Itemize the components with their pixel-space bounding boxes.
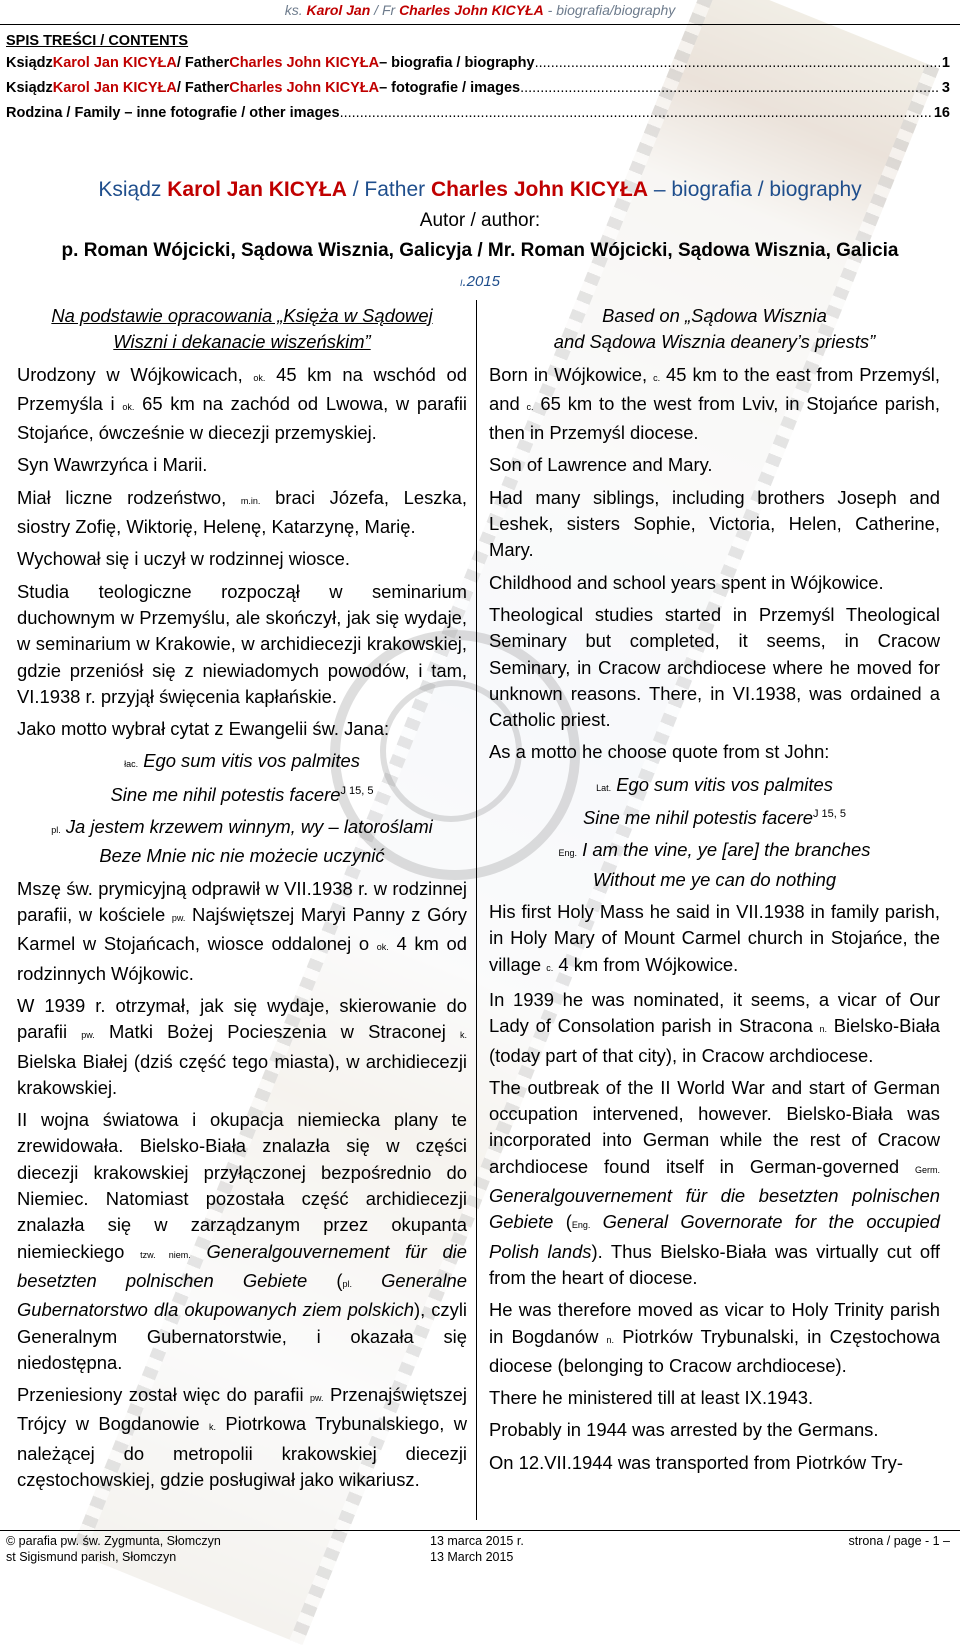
paragraph-1939-en: In 1939 he was nominated, it seems, a vicar of Our Lady of Consolation parish in Stracona n. Bielsko-Biała (today part of that city), in Cracow archdiocese. xyxy=(489,988,940,1066)
motto-latin-en: Lat. Ego sum vitis vos palmites Sine me nihil potestis facere$^{J 15, 5}$ xyxy=(582,773,847,829)
toc-page-number: 3 xyxy=(941,80,950,96)
footer-date: 13 marca 2015 r. 13 March 2015 xyxy=(430,1534,524,1564)
paragraph-transfer-en: He was therefore moved as vicar to Holy Trinity parish in Bogdanów n. Piotrków Trybunalski, in Częstochowa diocese (belonging to Cracow archdiocese). xyxy=(489,1299,940,1376)
paragraph-ministry-en: There he ministered till at least IX.1943. xyxy=(489,1387,814,1409)
author-name: p. Roman Wójcicki, Sądowa Wisznia, Galicyja / Mr. Roman Wójcicki, Sądowa Wisznia, Galicia xyxy=(61,240,899,261)
footer-page-number: strona / page - 1 – xyxy=(848,1534,950,1548)
paragraph-studies-pl: Studia teologiczne rozpoczął w seminarium duchownym w Przemyślu, ale skończył, jak się wydaje, w seminarium w Krakowie, w archidiecezji krakowskiej, gdzie przeniósł się z niewiadomych powodów, i tam, VI.1938 r. przyjął święcenia kapłańskie. xyxy=(17,580,467,707)
paragraph-arrest-en: Probably in 1944 was arrested by the Germans. xyxy=(489,1419,879,1441)
document-title: Ksiądz Karol Jan KICYŁA / Father Charles John KICYŁA – biografia / biography xyxy=(98,178,862,201)
polish-column xyxy=(17,303,467,1499)
paragraph-parents-en: Son of Lawrence and Mary. xyxy=(489,454,713,476)
paragraph-siblings-en: Had many siblings, including brothers Joseph and Leshek, sisters Sophie, Victoria, Helen, Catherine, Mary. xyxy=(489,486,940,561)
table-of-contents xyxy=(6,33,950,130)
english-column xyxy=(489,303,940,1482)
toc-entry-images[interactable]: Ksiądz Karol Jan KICYŁA / Father Charles John KICYŁA – fotografie / images ..... 3 xyxy=(6,80,950,105)
paragraph-birth-en: Born in Wójkowice, c. 45 km to the east from Przemyśl, and c. 65 km to the west from Lviv, in Stojańce parish, then in Przemyśl diocese. xyxy=(489,363,940,444)
motto-polish: pl. Ja jestem krzewem winnym, wy – latoroślami Beze Mnie nic nie możecie uczynić xyxy=(51,816,433,867)
paragraph-birth-pl: Urodzony w Wójkowicach, ok. 45 km na wschód od Przemyśla i ok. 65 km na zachód od Lwowa, w parafii Stojańce, ówcześnie w diecezji przemyskiej. xyxy=(17,363,467,444)
toc-page-number: 1 xyxy=(941,55,950,71)
footer-rule xyxy=(0,1530,960,1531)
author-label: Autor / author: xyxy=(419,210,541,231)
paragraph-transport-en: On 12.VII.1944 was transported from Piotrków Try- xyxy=(489,1451,903,1473)
paragraph-motto-intro-pl: Jako motto wybrał cytat z Ewangelii św. Jana: xyxy=(17,718,390,740)
paragraph-transfer-pl: Przeniesiony został więc do parafii pw. Przenajświętszej Trójcy w Bogdanowie k. Piotrkowa Trybunalskiego, w należącej do metropolii krakowskiej diecezji częstochowskiej, gdzie posługiwał jako wikariusz. xyxy=(17,1384,467,1490)
paragraph-parents-pl: Syn Wawrzyńca i Marii. xyxy=(17,454,208,476)
toc-entry-biography[interactable]: Ksiądz Karol Jan KICYŁA / Father Charles John KICYŁA – biografia / biography ..... 1 xyxy=(6,55,950,80)
toc-page-number: 16 xyxy=(933,105,950,121)
header-rule xyxy=(0,24,960,25)
toc-title: SPIS TREŚCI / CONTENTS xyxy=(6,33,189,49)
column-divider xyxy=(476,300,477,1520)
paragraph-childhood-pl: Wychował się i uczył w rodzinnej wiosce. xyxy=(17,548,351,570)
paragraph-siblings-pl: Miał liczne rodzeństwo, m.in. braci Józefa, Leszka, siostry Zofię, Wiktorię, Helenę, Katarzynę, Marię. xyxy=(17,486,467,538)
document-date: I.2015 xyxy=(459,273,501,290)
paragraph-war-pl: II wojna światowa i okupacja niemiecka plany te zrewidowała. Bielsko-Biała znalazła się w części diecezji krakowskiej przyłączonej bezpośrednio do Niemiec. Natomiast pozostała część archidiecezji znalazła się w zarządzanym przez okupanta niemieckiego tzw. niem. Generalgouvernement für die besetzten polnischen Gebiete (pl. Generalne Gubernatorstwo dla okupowanych ziem polskich), czyli Generalnym Gubernatorstwie, i okazała się niedostępna. xyxy=(17,1109,467,1373)
paragraph-war-en: The outbreak of the II World War and start of German occupation intervened, however. Bielsko-Biała was incorporated into German while the rest of Cracow archdiocese found itself in German-governed Germ. Generalgouvernement für die besetzten polnischen Gebiete (Eng. General Governorate for the occupied Polish lands). Thus Bielsko-Biała was virtually cut off from the heart of diocese. xyxy=(489,1076,941,1288)
toc-entry-family[interactable]: Rodzina / Family – inne fotografie / other images ..... 16 xyxy=(6,105,950,130)
source-note-en: Based on „Sądowa Wisznia and Sądowa Wisznia deanery’s priests” xyxy=(553,305,876,353)
footer-copyright: © parafia pw. św. Zygmunta, Słomczyn st Sigismund parish, Słomczyn xyxy=(6,1534,221,1564)
running-header: ks. Karol Jan / Fr Charles John KICYŁA - biografia/biography xyxy=(284,2,676,18)
paragraph-first-mass-en: His first Holy Mass he said in VII.1938 in family parish, in Holy Mary of Mount Carmel church in Stojańce, the village c. 4 km from Wójkowice. xyxy=(489,901,940,975)
paragraph-studies-en: Theological studies started in Przemyśl Theological Seminary but completed, it seems, in Cracow Seminary, in Cracow archdiocese where he moved for unknown reasons. There, in VI.1938, was ordained a Catholic priest. xyxy=(489,603,940,731)
paragraph-first-mass-pl: Mszę św. prymicyjną odprawił w VII.1938 r. w rodzinnej parafii, w kościele pw. Najświętszej Maryi Panny z Góry Karmel w Stojańcach, wiosce oddalonej o ok. 4 km od rodzinnych Wójkowic. xyxy=(17,877,467,984)
source-note-pl: Na podstawie opracowania „Księża w Sądowej Wiszni i dekanacie wiszeńskim” xyxy=(51,305,433,353)
motto-english: Eng. I am the vine, ye [are] the branches Without me ye can do nothing xyxy=(558,839,871,890)
motto-latin-pl: łac. Ego sum vitis vos palmites Sine me nihil potestis facere$^{J 15, 5}$ xyxy=(110,750,374,805)
paragraph-motto-intro-en: As a motto he choose quote from st John: xyxy=(489,741,830,763)
paragraph-childhood-en: Childhood and school years spent in Wójkowice. xyxy=(489,571,884,593)
paragraph-1939-pl: W 1939 r. otrzymał, jak się wydaje, skierowanie do parafii pw. Matki Bożej Pocieszenia w Straconej k. Bielska Białej (dziś część tego miasta), w archidiecezji krakowskiej. xyxy=(17,994,467,1098)
